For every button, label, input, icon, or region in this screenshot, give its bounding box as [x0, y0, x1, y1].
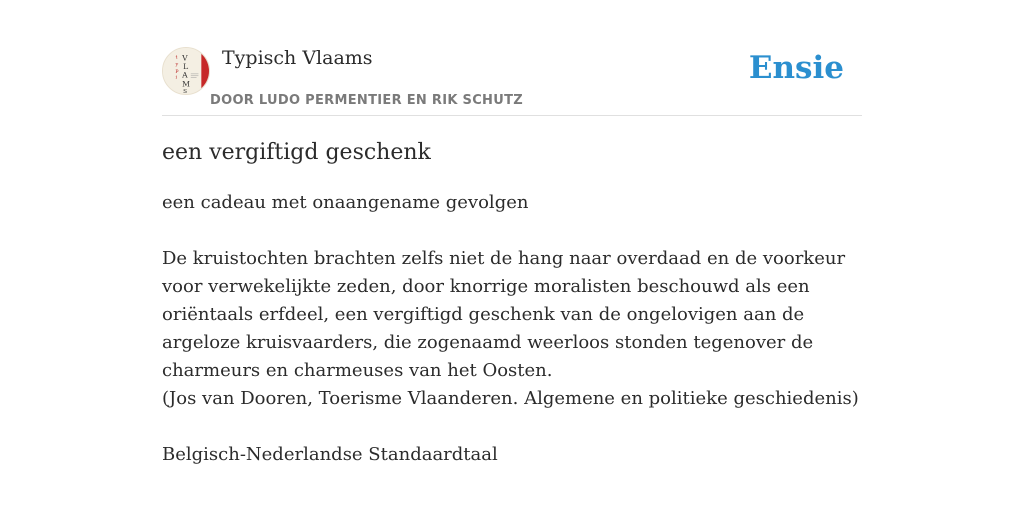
book-authors: DOOR LUDO PERMENTIER EN RIK SCHUTZ: [210, 93, 523, 108]
entry-quote: De kruistochten brachten zelfs niet de hang naar overdaad en de voorkeur voor verwekelijkte zeden, door knorrige moralisten beschouwd als een oriëntaals erfdeel, een vergiftigd geschenk van de ongelovigen aan de argeloze kruisvaarders, die zogenaamd weerloos stonden tegenover de charmeurs en charmeuses van het Oosten.: [162, 248, 846, 381]
entry-meaning: een cadeau met onaangename gevolgen: [162, 192, 529, 213]
entry-term: een vergiftigd geschenk: [162, 140, 431, 165]
book-cover-icon: [163, 48, 209, 94]
svg-text:y: y: [175, 62, 179, 68]
svg-text:S: S: [183, 89, 188, 94]
svg-text:V: V: [182, 53, 188, 63]
svg-text:t: t: [175, 55, 178, 61]
header: [162, 40, 862, 116]
svg-text:A: A: [182, 70, 188, 80]
svg-text:p: p: [175, 68, 179, 74]
entry-card: [162, 40, 862, 469]
entry-quote-block: [162, 245, 862, 413]
svg-text:i: i: [175, 75, 177, 81]
book-title[interactable]: Typisch Vlaams: [222, 47, 373, 69]
svg-text:L: L: [183, 62, 189, 72]
book-logo[interactable]: [162, 47, 210, 95]
svg-text:M: M: [182, 79, 191, 89]
entry-source: (Jos van Dooren, Toerisme Vlaanderen. Algemene en politieke geschiedenis): [162, 388, 859, 409]
brand-logo[interactable]: Ensie: [748, 50, 844, 86]
entry-region: Belgisch-Nederlandse Standaardtaal: [162, 444, 498, 465]
